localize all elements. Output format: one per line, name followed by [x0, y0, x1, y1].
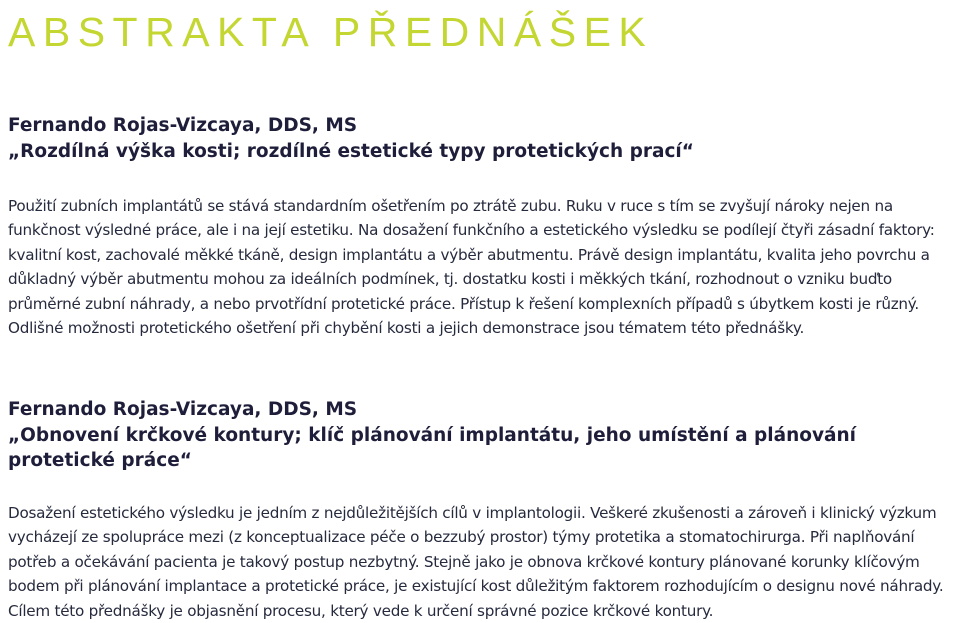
- lecture-title: „Obnovení krčkové kontury; klíč plánování implantátu, jeho umístění a plánování protetické práce“: [8, 425, 857, 471]
- abstract-section-2: [8, 396, 958, 623]
- author-name: Fernando Rojas-Vizcaya, DDS, MS: [8, 399, 358, 420]
- page-title: ABSTRAKTA PŘEDNÁŠEK: [8, 9, 654, 55]
- lecture-title: „Rozdílná výška kosti; rozdílné estetické typy protetických prací“: [8, 141, 694, 162]
- abstract-section-1: [8, 112, 958, 340]
- abstract-text: Použití zubních implantátů se stává standardním ošetřením po ztrátě zubu. Ruku v ruce s tím se zvyšují nároky nejen na funkčnost výsledné práce, ale i na její estetiku. Na dosažení funkčního a estetického výsledku se podílejí čtyři zásadní faktory: kvalitní kost, zachovalé měkké tkáně, design implantátu a výběr abutmentu. Právě design implantátu, kvalita jeho povrchu a důkladný výběr abutmentu mohou za ideálních podmínek, tj. dostatku kosti i měkkých tkání, rozhodnout o vzniku buďto průměrné zubní náhrady, a nebo prvotřídní protetické práce. Přístup k řešení komplexních případů s úbytkem kosti je různý. Odlišné možnosti protetického ošetření při chybění kosti a jejich demonstrace jsou tématem této přednášky.: [8, 197, 935, 338]
- abstract-text: Dosažení estetického výsledku je jedním z nejdůležitějších cílů v implantologii. Veškeré zkušenosti a zároveň i klinický výzkum vycházejí ze spolupráce mezi (z konceptualizace péče o bezzubý prostor) týmy protetika a stomatochirurga. Při naplňování potřeb a očekávání pacienta je takový postup nezbytný. Stejně jako je obnova krčkové kontury plánované korunky klíčovým bodem při plánování implantace a protetické práce, je existující kost důležitým faktorem rozhodujícím o designu nové náhrady. Cílem této přednášky je objasnění procesu, který vede k určení správné pozice krčkové kontury.: [8, 504, 944, 620]
- author-name: Fernando Rojas-Vizcaya, DDS, MS: [8, 115, 358, 136]
